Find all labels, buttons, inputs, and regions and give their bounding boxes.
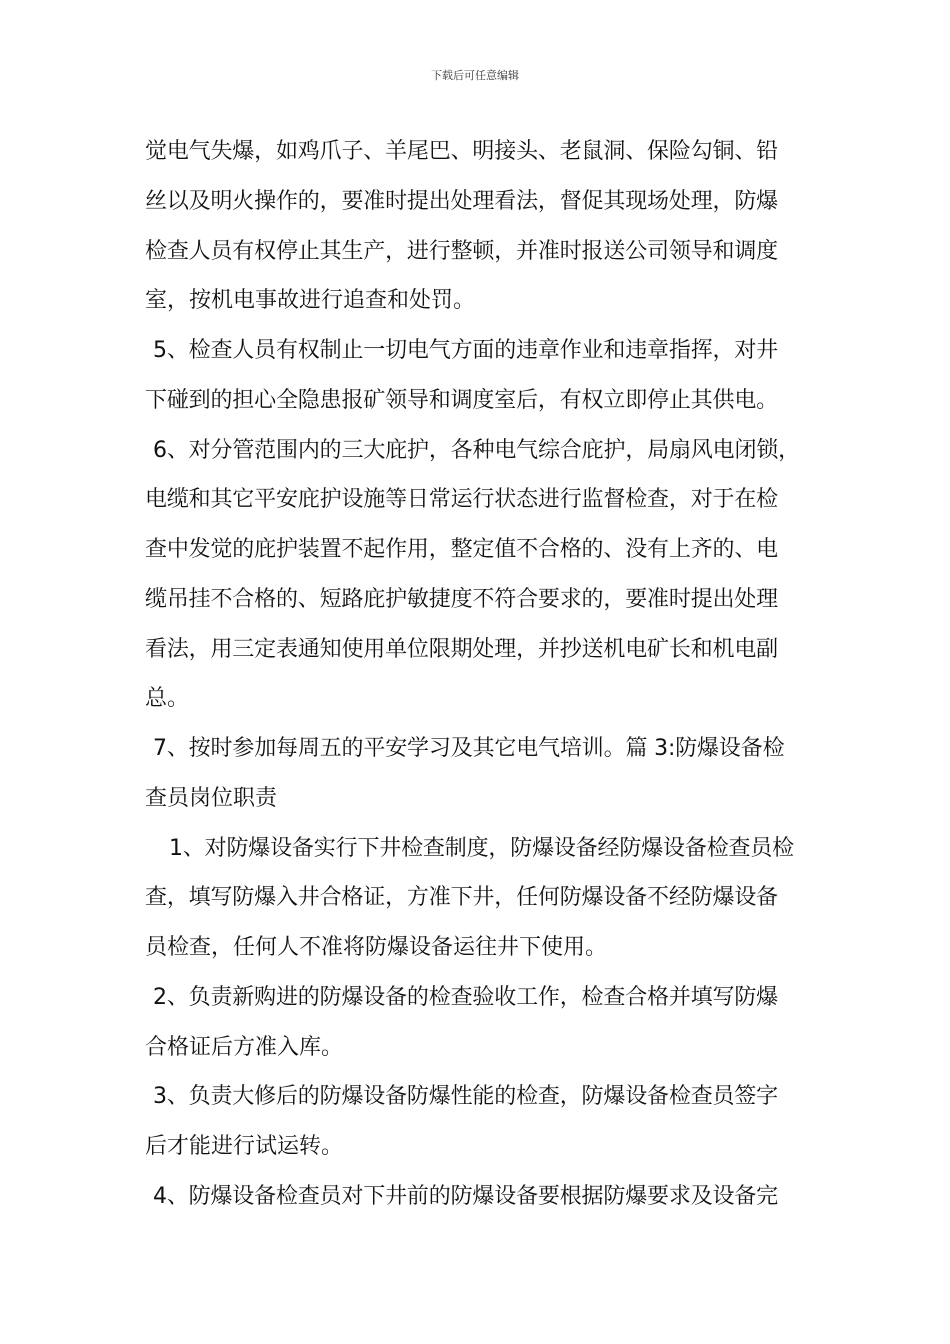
text-line: 7、按时参加每周五的平安学习及其它电气培训。篇 3:防爆设备检	[153, 736, 785, 761]
page-header: 下载后可任意编辑	[431, 69, 519, 82]
text-line: 2、负责新购进的防爆设备的检查验收工作，检查合格并填写防爆	[153, 984, 778, 1010]
text-line: 电缆和其它平安庇护设施等日常运行状态进行监督检查，对于在检	[145, 487, 779, 513]
text-line: 看法，用三定表通知使用单位限期处理，并抄送机电矿长和机电副	[145, 636, 779, 662]
text-line: 总。	[145, 686, 190, 712]
text-line: 缆吊挂不合格的、短路庇护敏捷度不符合要求的，要准时提出处理	[145, 586, 779, 612]
text-line: 合格证后方准入库。	[145, 1034, 344, 1060]
document-body	[145, 127, 815, 1222]
text-line: 6、对分管范围内的三大庇护，各种电气综合庇护，局扇风电闭锁，	[153, 437, 800, 463]
text-line: 室，按机电事故进行追查和处罚。	[145, 288, 476, 314]
text-line: 5、检查人员有权制止一切电气方面的违章作业和违章指挥，对井	[153, 338, 778, 363]
text-line: 查，填写防爆入井合格证，方准下井，任何防爆设备不经防爆设备	[145, 885, 779, 911]
text-line: 下碰到的担心全隐患报矿领导和调度室后，有权立即停止其供电。	[145, 387, 779, 413]
text-line: 员检查，任何人不准将防爆设备运往井下使用。	[145, 935, 608, 960]
text-line: 丝以及明火操作的，要准时提出处理看法，督促其现场处理，防爆	[145, 188, 779, 214]
text-line: 1、对防爆设备实行下井检查制度，防爆设备经防爆设备检查员检	[169, 835, 794, 861]
text-line: 后才能进行试运转。	[145, 1134, 344, 1159]
text-line: 觉电气失爆，如鸡爪子、羊尾巴、明接头、老鼠洞、保险勾铜、铅	[145, 139, 779, 164]
text-line: 查员岗位职责	[145, 785, 278, 811]
text-line: 查中发觉的庇护装置不起作用，整定值不合格的、没有上齐的、电	[145, 537, 779, 562]
text-line: 检查人员有权停止其生产，进行整顿，并准时报送公司领导和调度	[145, 238, 779, 264]
text-line: 4、防爆设备检查员对下井前的防爆设备要根据防爆要求及设备完	[153, 1183, 778, 1209]
text-line: 3、负责大修后的防爆设备防爆性能的检查，防爆设备检查员签字	[153, 1084, 778, 1110]
